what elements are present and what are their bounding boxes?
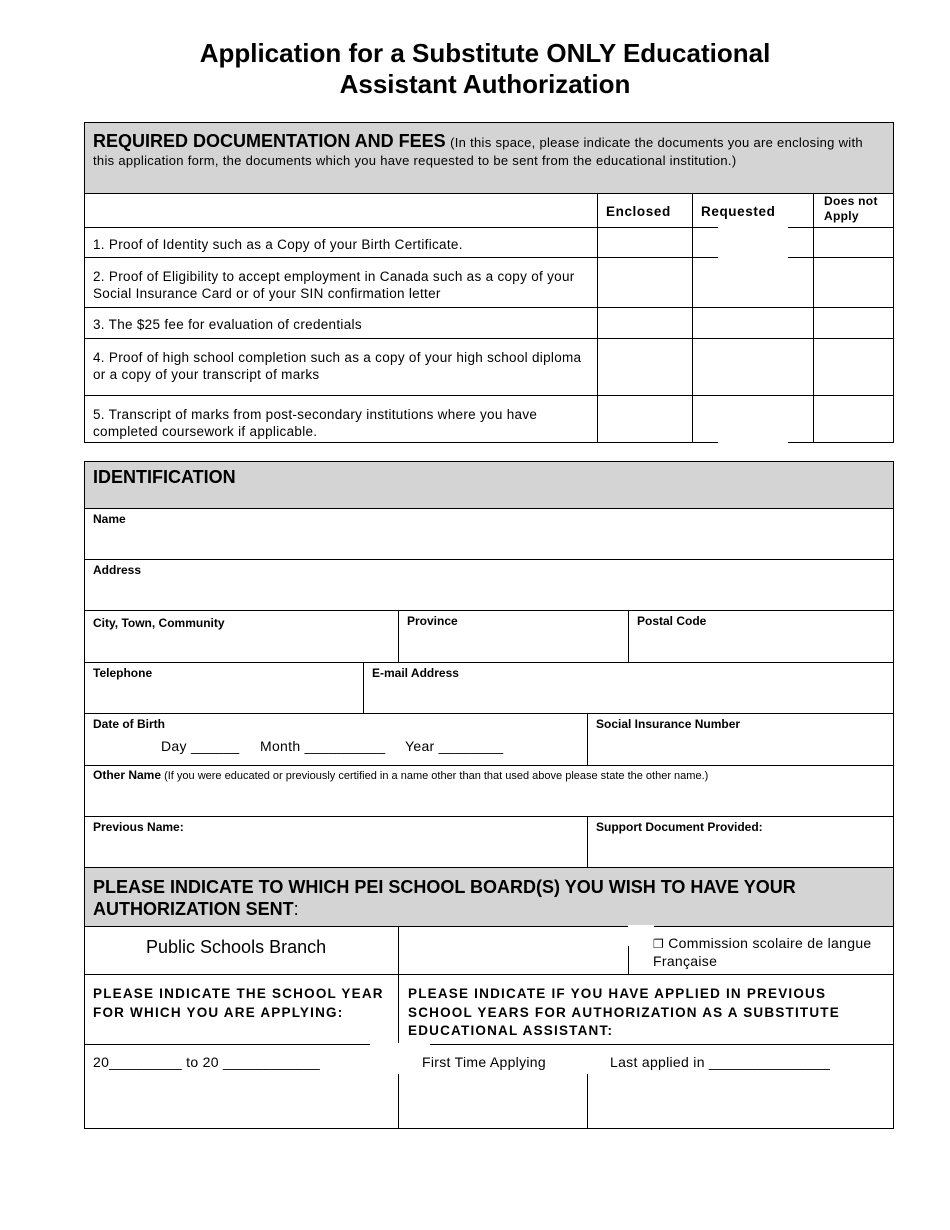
commission-scolaire-label: Commission scolaire de langue Française	[653, 935, 872, 969]
last-applied-label: Last applied in _______________	[610, 1054, 831, 1070]
other-name-field[interactable]	[85, 766, 893, 816]
other-name-label: Other Name	[93, 768, 162, 782]
board-option-commission-scolaire[interactable]	[629, 927, 893, 974]
doc-item-2: 2. Proof of Eligibility to accept employment in Canada such as a copy of your Social Insurance Card or of your SIN confirmation letter	[93, 269, 575, 301]
doc2-enclosed-cell[interactable]	[598, 258, 692, 307]
telephone-field[interactable]	[85, 663, 363, 713]
form-title	[0, 38, 950, 100]
doc5-requested-cell[interactable]	[693, 396, 813, 442]
city-field[interactable]	[85, 611, 398, 662]
doc1-enclosed-cell[interactable]	[598, 228, 692, 257]
telephone-label: Telephone	[93, 666, 153, 680]
public-schools-label: Public Schools Branch	[146, 937, 327, 957]
school-year-heading: PLEASE INDICATE THE SCHOOL YEAR FOR WHICH YOU ARE APPLYING:	[93, 986, 384, 1020]
doc2-does-not-apply-cell[interactable]	[814, 258, 893, 307]
sin-field[interactable]	[588, 714, 893, 765]
dob-label: Date of Birth	[93, 717, 165, 731]
previous-name-label: Previous Name:	[93, 820, 184, 834]
dob-month: Month __________	[260, 738, 386, 754]
doc1-does-not-apply-cell[interactable]	[814, 228, 893, 257]
column-requested: Requested	[701, 204, 776, 219]
name-field[interactable]	[85, 509, 893, 559]
school-board-heading-text: PLEASE INDICATE TO WHICH PEI SCHOOL BOARD(S) YOU WISH TO HAVE YOUR AUTHORIZATION SENT	[93, 877, 796, 919]
board-option-public-schools[interactable]	[85, 927, 398, 974]
doc4-enclosed-cell[interactable]	[598, 339, 692, 395]
school-year-value: 20_________ to 20 ____________	[93, 1054, 320, 1070]
doc3-enclosed-cell[interactable]	[598, 308, 692, 338]
column-enclosed: Enclosed	[606, 204, 671, 219]
doc-item-1: 1. Proof of Identity such as a Copy of your Birth Certificate.	[93, 237, 463, 252]
column-does-not-apply: Does not Apply	[824, 194, 878, 223]
address-field[interactable]	[85, 560, 893, 610]
commission-scolaire-text	[653, 935, 889, 970]
support-document-field[interactable]	[588, 817, 893, 867]
last-applied-field[interactable]	[588, 1045, 893, 1128]
required-docs-note: (In this space, please indicate the documents you are enclosing with this application form, the documents which you have requested to be sent from the educational institution.)	[93, 135, 863, 168]
school-board-heading	[93, 876, 883, 920]
address-label: Address	[93, 563, 142, 577]
doc-item-3: 3. The $25 fee for evaluation of credentials	[93, 317, 362, 332]
province-field[interactable]	[399, 611, 628, 662]
support-document-label: Support Document Provided:	[596, 820, 763, 834]
required-docs-heading: REQUIRED DOCUMENTATION AND FEES	[93, 131, 446, 151]
doc5-does-not-apply-cell[interactable]	[814, 396, 893, 442]
sin-label: Social Insurance Number	[596, 717, 741, 731]
form-title-line1: Application for a Substitute ONLY Educational	[199, 38, 771, 68]
date-of-birth-field[interactable]	[85, 714, 587, 765]
email-field[interactable]	[364, 663, 893, 713]
other-name-text	[93, 768, 708, 783]
form-title-line2: Assistant Authorization	[339, 69, 631, 99]
checkbox-icon[interactable]: ❐	[653, 937, 665, 951]
email-label: E-mail Address	[372, 666, 459, 680]
doc2-requested-cell[interactable]	[693, 258, 813, 307]
dob-year: Year ________	[405, 738, 504, 754]
other-name-note: (If you were educated or previously certified in a name other than that used above please state the other name.)	[161, 770, 709, 782]
school-year-field[interactable]	[85, 1045, 398, 1128]
first-time-applying-label: First Time Applying	[422, 1054, 546, 1070]
city-label: City, Town, Community	[93, 616, 225, 630]
board-option-blank-cell[interactable]	[399, 927, 628, 974]
doc-item-4: 4. Proof of high school completion such as a copy of your high school diploma or a copy of your transcript of marks	[93, 350, 582, 382]
first-time-applying-option[interactable]	[399, 1045, 587, 1128]
doc4-does-not-apply-cell[interactable]	[814, 339, 893, 395]
school-board-heading-colon: :	[293, 899, 299, 919]
postal-code-field[interactable]	[629, 611, 893, 662]
doc3-does-not-apply-cell[interactable]	[814, 308, 893, 338]
required-docs-heading-text	[93, 132, 883, 170]
dob-day: Day ______	[161, 738, 240, 754]
name-label: Name	[93, 512, 126, 526]
doc4-requested-cell[interactable]	[693, 339, 813, 395]
doc5-enclosed-cell[interactable]	[598, 396, 692, 442]
province-label: Province	[407, 614, 458, 628]
previous-years-heading: PLEASE INDICATE IF YOU HAVE APPLIED IN PREVIOUS SCHOOL YEARS FOR AUTHORIZATION AS A SUBSTITUTE EDUCATIONAL ASSISTANT:	[408, 986, 840, 1038]
doc1-requested-cell[interactable]	[693, 228, 813, 257]
previous-name-field[interactable]	[85, 817, 587, 867]
doc3-requested-cell[interactable]	[693, 308, 813, 338]
doc-item-5: 5. Transcript of marks from post-secondary institutions where you have completed coursework if applicable.	[93, 407, 538, 439]
identification-heading: IDENTIFICATION	[93, 467, 236, 487]
postal-code-label: Postal Code	[637, 614, 707, 628]
